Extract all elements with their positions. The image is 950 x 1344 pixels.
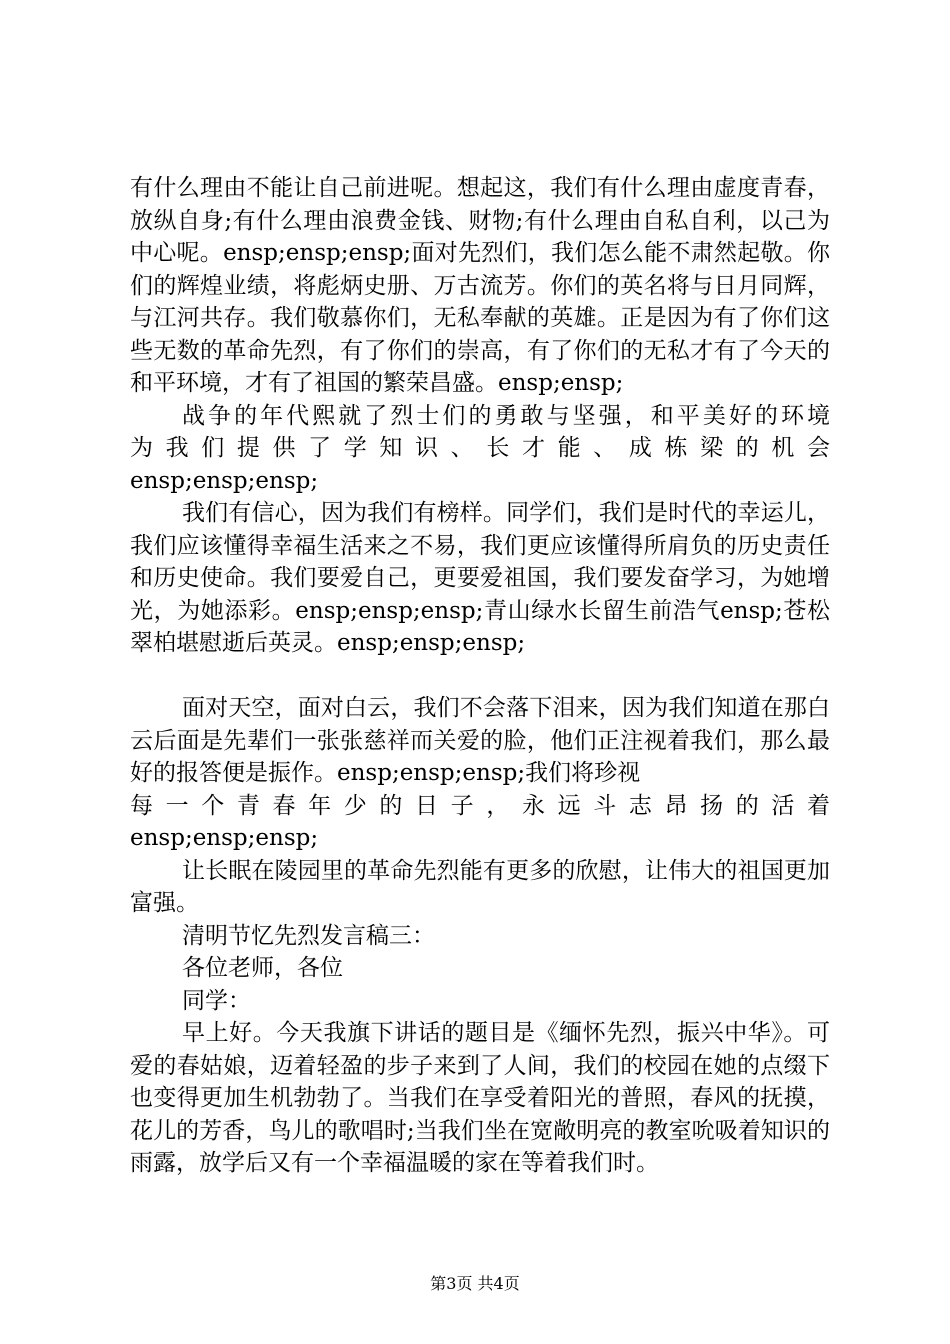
paragraph-2-spread-line: 为我们提供了学知识、长才能、成栋梁的机会 [130, 435, 830, 461]
salutation-line-2: 同学： [182, 987, 251, 1014]
paragraph-2: 战争的年代熙就了烈士们的勇敢与坚强，和平美好的环境 [182, 402, 830, 429]
paragraph-1: 有什么理由不能让自己前进呢。想起这，我们有什么理由虚度青春，放纵自身;有什么理由浪费金钱、财物;有什么理由自私自利，以己为中心呢。ensp;ensp;ensp;面对先烈们，我们怎么能不肃然起敬。你们的辉煌业绩，将彪炳史册、万古流芳。你们的英名将与日月同辉，与江河共存。我们敬慕你们，无私奉献的英雄。正是因为有了你们这些无数的革命先烈，有了你们的崇高，有了你们的无私才有了今天的和平环境，才有了祖国的繁荣昌盛。ensp;ensp; [130, 175, 830, 396]
paragraph-2-tail: ensp;ensp;ensp; [130, 467, 319, 494]
salutation-line-1: 各位老师，各位 [182, 955, 343, 981]
page-number-footer: 第3页 共4页 [430, 1274, 520, 1293]
paragraph-4-tail: ensp;ensp;ensp; [130, 825, 319, 851]
paragraph-6: 早上好。今天我旗下讲话的题目是《缅怀先烈，振兴中华》。可爱的春姑娘，迈着轻盈的步子来到了人间，我们的校园在她的点缀下也变得更加生机勃勃了。当我们在享受着阳光的普照，春风的抚摸，花儿的芳香，鸟儿的歌唱时;当我们坐在宽敞明亮的教室吮吸着知识的雨露，放学后又有一个幸福温暖的家在等着我们时。 [130, 1020, 830, 1176]
section-heading: 清明节忆先烈发言稿三： [182, 922, 435, 949]
paragraph-3: 我们有信心，因为我们有榜样。同学们，我们是时代的幸运儿，我们应该懂得幸福生活来之不易，我们更应该懂得所肩负的历史责任和历史使命。我们要爱自己，更要爱祖国，我们要发奋学习，为她增光，为她添彩。ensp;ensp;ensp;青山绿水长留生前浩气ensp;苍松翠柏堪慰逝后英灵。ensp;ensp;ensp; [130, 500, 830, 656]
paragraph-5: 让长眠在陵园里的革命先烈能有更多的欣慰，让伟大的祖国更加富强。 [130, 857, 830, 916]
paragraph-4-spread-line: 每一个青春年少的日子，永远斗志昂扬的活着 [130, 792, 830, 819]
blank-line [130, 660, 830, 693]
paragraph-4: 面对天空，面对白云，我们不会落下泪来，因为我们知道在那白云后面是先辈们一张张慈祥而关爱的脸，他们正注视着我们，那么最好的报答便是振作。ensp;ensp;ensp;我们将珍视 [130, 695, 830, 786]
document-body [130, 172, 830, 1180]
